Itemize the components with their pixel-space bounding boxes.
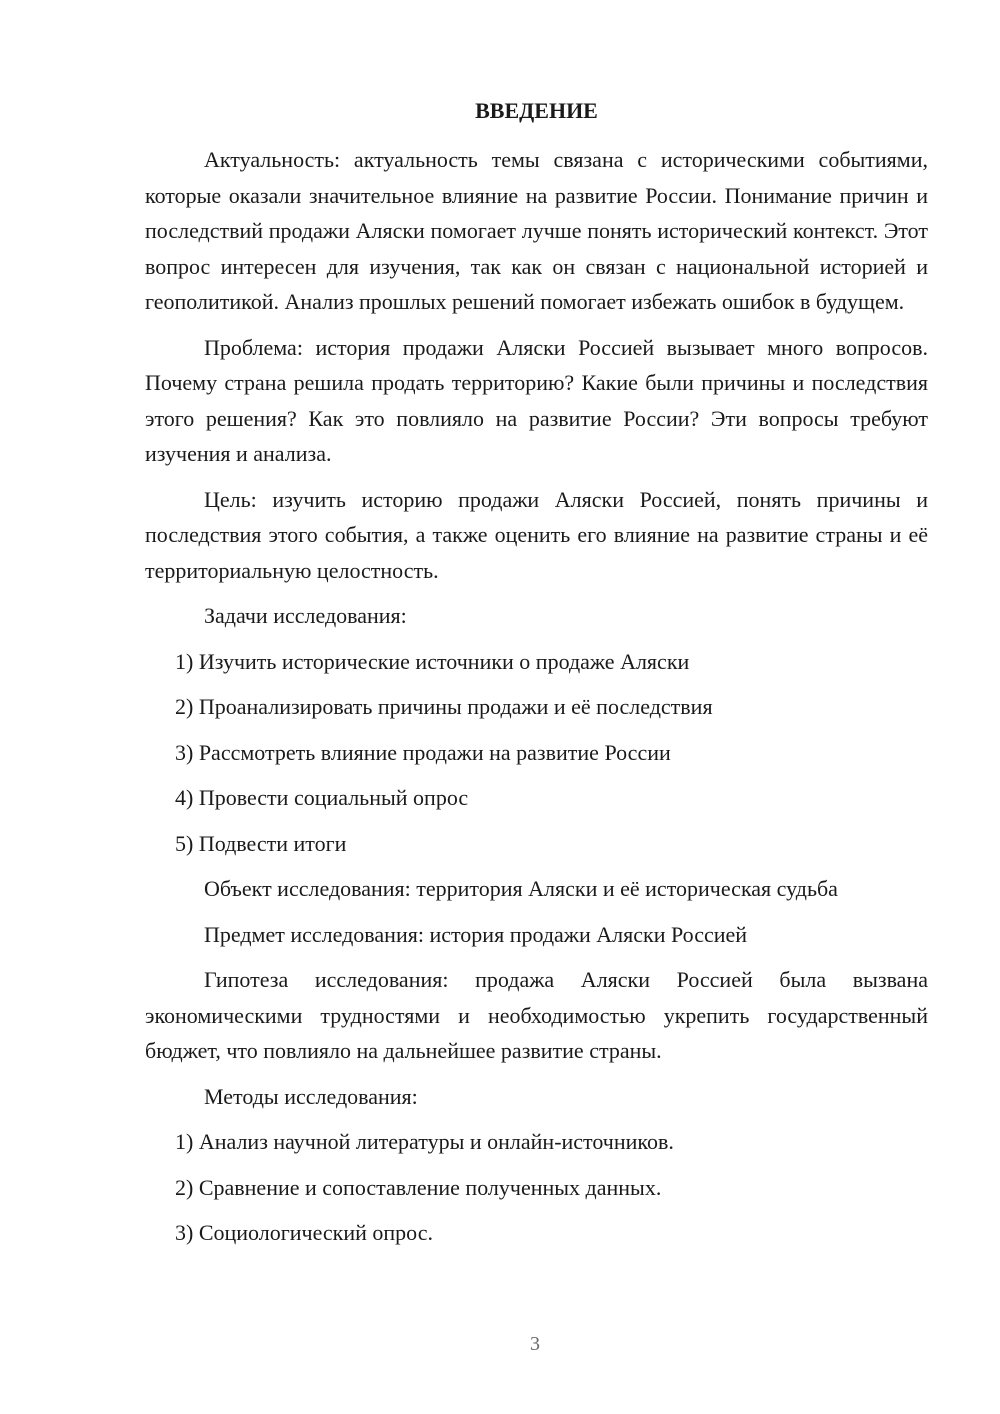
tasks-heading: Задачи исследования:	[204, 603, 407, 628]
paragraph-relevance: Актуальность: актуальность темы связана с историческими событиями, которые оказали значительное влияние на развитие России. Понимание причин и последствий продажи Аляски помогает лучше понять исторический контекст. Этот вопрос интересен для изучения, так как он связан с национальной историей и геополитикой. Анализ прошлых решений помогает избежать ошибок в будущем.	[145, 147, 928, 314]
method-item: 3) Социологический опрос.	[175, 1220, 433, 1245]
research-hypothesis: Гипотеза исследования: продажа Аляски Россией была вызвана экономическими трудностями и необходимостью укрепить государственный бюджет, что повлияло на дальнейшее развитие страны.	[145, 967, 928, 1063]
task-item: 5) Подвести итоги	[175, 830, 347, 856]
research-object: Объект исследования: территория Аляски и её историческая судьба	[204, 876, 838, 901]
task-item: 1) Изучить исторические источники о продаже Аляски	[175, 648, 690, 674]
page-number: 3	[530, 1333, 540, 1355]
method-item: 2) Сравнение и сопоставление полученных данных.	[175, 1174, 662, 1200]
paragraph-goal: Цель: изучить историю продажи Аляски Россией, понять причины и последствия этого события, а также оценить его влияние на развитие страны и её территориальную целостность.	[145, 486, 928, 583]
method-item: 1) Анализ научной литературы и онлайн-источников.	[175, 1129, 674, 1154]
section-title: ВВЕДЕНИЕ	[475, 98, 598, 123]
task-item: 3) Рассмотреть влияние продажи на развитие России	[175, 739, 671, 765]
research-subject: Предмет исследования: история продажи Аляски Россией	[204, 921, 748, 947]
paragraph-problem: Проблема: история продажи Аляски Россией вызывает много вопросов. Почему страна решила продать территорию? Какие были причины и последствия этого решения? Как это повлияло на развитие России? Эти вопросы требуют изучения и анализа.	[145, 334, 928, 466]
document-body	[145, 142, 928, 1261]
task-item: 4) Провести социальный опрос	[175, 785, 469, 810]
methods-heading: Методы исследования:	[204, 1083, 418, 1109]
task-item: 2) Проанализировать причины продажи и её последствия	[175, 694, 713, 719]
